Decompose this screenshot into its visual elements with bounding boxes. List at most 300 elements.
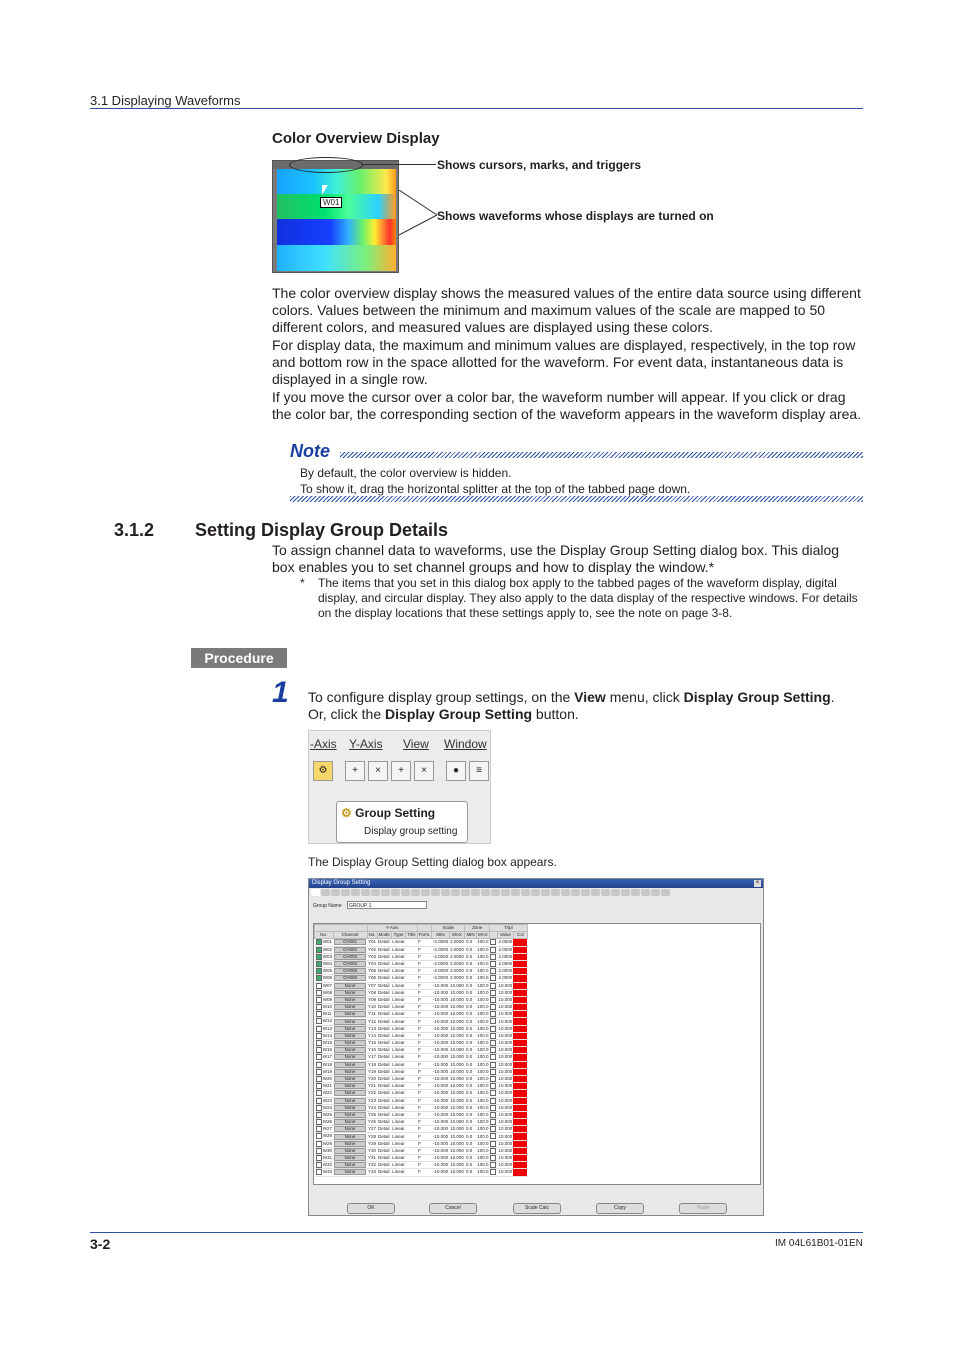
- table-row[interactable]: [315, 1147, 528, 1154]
- yaxis-no: Y18: [368, 1061, 377, 1067]
- group-tab[interactable]: [391, 889, 400, 896]
- scale-max: 10.000: [450, 1104, 464, 1110]
- zone-min: 0.0: [465, 989, 476, 996]
- format-cell: F: [417, 946, 432, 953]
- zone-min: 0.0: [465, 1075, 476, 1082]
- group-tab[interactable]: [571, 889, 580, 896]
- zone-min: 0.0: [465, 1104, 476, 1111]
- group-tab[interactable]: [581, 889, 590, 896]
- scale-min: -10.000: [432, 1169, 449, 1175]
- title-cell[interactable]: [406, 1032, 417, 1039]
- title-cell[interactable]: [406, 960, 417, 967]
- toolbar-screenshot: [308, 730, 491, 844]
- tripl-value: 2.0000: [498, 975, 513, 981]
- color-cell[interactable]: [513, 1126, 527, 1133]
- table-row[interactable]: [315, 1075, 528, 1082]
- color-cell[interactable]: [513, 1075, 527, 1082]
- zone-max: 100.0: [477, 1040, 489, 1046]
- menu-view[interactable]: View: [403, 737, 429, 751]
- channel-select: None: [333, 1119, 367, 1126]
- color-cell[interactable]: [513, 1032, 527, 1039]
- mode-cell: Detail: [378, 1126, 390, 1132]
- color-cell[interactable]: [513, 1061, 527, 1068]
- waveform-no: W13: [315, 1025, 334, 1032]
- table-row[interactable]: [315, 968, 528, 975]
- type-cell: Linear: [392, 1011, 405, 1017]
- title-cell[interactable]: [406, 1054, 417, 1061]
- tripl-check: [489, 939, 497, 946]
- table-row[interactable]: [315, 1126, 528, 1133]
- color-cell[interactable]: [513, 1090, 527, 1097]
- table-row[interactable]: [315, 960, 528, 967]
- table-row[interactable]: [315, 1004, 528, 1011]
- column-header: [489, 932, 497, 939]
- title-cell[interactable]: [406, 1040, 417, 1047]
- table-row[interactable]: [315, 1169, 528, 1176]
- format-cell: F: [417, 1075, 432, 1082]
- title-cell[interactable]: [406, 946, 417, 953]
- title-cell[interactable]: [406, 1147, 417, 1154]
- scale-min: -2.0000: [432, 953, 449, 959]
- type-cell: Linear: [392, 982, 405, 988]
- header-spacer: [417, 925, 432, 932]
- yaxis-no: Y30: [368, 1147, 377, 1153]
- waveform-no: W27: [315, 1126, 334, 1133]
- title-cell[interactable]: [406, 1133, 417, 1140]
- group-tab[interactable]: [471, 889, 480, 896]
- table-row[interactable]: [315, 1032, 528, 1039]
- title-cell[interactable]: [406, 1090, 417, 1097]
- menu-window[interactable]: Window: [444, 737, 487, 751]
- color-cell[interactable]: [513, 996, 527, 1003]
- zone-max: 100.0: [477, 1104, 489, 1110]
- table-row[interactable]: [315, 1133, 528, 1140]
- color-cell[interactable]: [513, 1155, 527, 1162]
- format-cell: F: [417, 1111, 432, 1118]
- color-cell[interactable]: [513, 1018, 527, 1025]
- section-number: 3.1.2: [114, 520, 155, 540]
- group-tab[interactable]: [541, 889, 550, 896]
- scale-max: 10.000: [450, 1169, 464, 1175]
- zone-min: 0.0: [465, 1133, 476, 1140]
- copy-button[interactable]: Copy: [596, 1203, 644, 1214]
- zone-max: 100.0: [477, 975, 489, 981]
- table-row[interactable]: [315, 1025, 528, 1032]
- color-cell[interactable]: [513, 1068, 527, 1075]
- callout-mid: Shows waveforms whose displays are turned on: [437, 209, 714, 223]
- step-bold-command: Display Group Setting: [683, 689, 831, 705]
- zone-max: 100.0: [477, 1047, 489, 1053]
- column-header: Value: [497, 932, 513, 939]
- group-table: [314, 924, 528, 1177]
- cursor-highlight-ellipse: [289, 157, 363, 173]
- scale-max: 10.000: [450, 989, 464, 995]
- group-tab[interactable]: [431, 889, 440, 896]
- table-row[interactable]: [315, 1040, 528, 1047]
- zone-min: 0.0: [465, 1068, 476, 1075]
- group-tab[interactable]: [371, 889, 380, 896]
- tripl-value: 10.000: [498, 1147, 513, 1153]
- table-row[interactable]: [315, 975, 528, 982]
- color-cell[interactable]: [513, 960, 527, 967]
- channel-select: CH001: [333, 939, 367, 946]
- format-cell: F: [417, 1126, 432, 1133]
- title-cell[interactable]: [406, 968, 417, 975]
- tripl-check: [489, 946, 497, 953]
- tripl-value: 10.000: [498, 1097, 513, 1103]
- tripl-check: [489, 960, 497, 967]
- color-cell[interactable]: [513, 1054, 527, 1061]
- zone-max: 100.0: [477, 1169, 489, 1175]
- mode-cell: Detail: [378, 1111, 390, 1117]
- tripl-check: [489, 968, 497, 975]
- group-tab[interactable]: [561, 889, 570, 896]
- title-cell[interactable]: [406, 1104, 417, 1111]
- step-bold-view: View: [574, 689, 606, 705]
- title-cell[interactable]: [406, 1011, 417, 1018]
- group-tab[interactable]: [481, 889, 490, 896]
- color-cell[interactable]: [513, 1083, 527, 1090]
- table-row[interactable]: [315, 989, 528, 996]
- color-cell[interactable]: [513, 946, 527, 953]
- color-cell[interactable]: [513, 1040, 527, 1047]
- zone-min: 0.0: [465, 1097, 476, 1104]
- color-cell[interactable]: [513, 1119, 527, 1126]
- color-cell[interactable]: [513, 975, 527, 982]
- color-cell[interactable]: [513, 939, 527, 946]
- callout-top: Shows cursors, marks, and triggers: [437, 158, 642, 172]
- mouse-pointer-icon: [322, 185, 328, 195]
- scale-max: 10.000: [450, 996, 464, 1002]
- type-cell: Linear: [392, 1169, 405, 1175]
- format-cell: F: [417, 1061, 432, 1068]
- table-row[interactable]: [315, 1054, 528, 1061]
- group-tab[interactable]: [381, 889, 390, 896]
- color-cell[interactable]: [513, 1169, 527, 1176]
- channel-select: None: [333, 989, 367, 996]
- table-row[interactable]: [315, 996, 528, 1003]
- group-tab[interactable]: [591, 889, 600, 896]
- zone-max: 100.0: [477, 1126, 489, 1132]
- title-cell[interactable]: [406, 982, 417, 989]
- title-cell[interactable]: [406, 1004, 417, 1011]
- channel-select: None: [333, 1162, 367, 1169]
- zone-min: 0.0: [465, 1011, 476, 1018]
- scale-min: -10.000: [432, 1054, 449, 1060]
- channel-select: None: [333, 982, 367, 989]
- group-tab[interactable]: [341, 889, 350, 896]
- step-text-part: .: [830, 689, 835, 705]
- waveform-no: W17: [315, 1054, 334, 1061]
- color-cell[interactable]: [513, 1011, 527, 1018]
- waveform-no: W10: [315, 1004, 334, 1011]
- color-overview-heading: Color Overview Display: [272, 130, 440, 147]
- scale-min: -10.000: [432, 1140, 449, 1146]
- table-row[interactable]: [315, 1011, 528, 1018]
- yaxis-no: Y25: [368, 1111, 377, 1117]
- table-row[interactable]: [315, 982, 528, 989]
- scale-calc-button[interactable]: Scale Calc: [513, 1203, 561, 1214]
- title-cell[interactable]: [406, 1068, 417, 1075]
- tripl-value: 10.000: [498, 1061, 513, 1067]
- waveform-no: W29: [315, 1140, 334, 1147]
- title-cell[interactable]: [406, 989, 417, 996]
- color-cell[interactable]: [513, 1133, 527, 1140]
- tripl-check: [489, 1090, 497, 1097]
- type-cell: Linear: [392, 1076, 405, 1082]
- group-tab[interactable]: [501, 889, 510, 896]
- tripl-value: 10.000: [498, 989, 513, 995]
- table-row[interactable]: [315, 939, 528, 946]
- marker-label: W01: [320, 197, 342, 208]
- waveform-no: W01: [315, 939, 334, 946]
- table-row[interactable]: [315, 1111, 528, 1118]
- scale-min: -10.000: [432, 1032, 449, 1038]
- group-tab[interactable]: [441, 889, 450, 896]
- step-bold-button: Display Group Setting: [385, 706, 533, 723]
- table-row[interactable]: [315, 1140, 528, 1147]
- group-tab[interactable]: [351, 889, 360, 896]
- group-name-input[interactable]: GROUP 1: [347, 901, 427, 909]
- group-setting-button[interactable]: ⚙: [313, 761, 333, 781]
- tripl-value: 2.0000: [498, 968, 513, 974]
- group-tab[interactable]: [461, 889, 470, 896]
- color-cell[interactable]: [513, 982, 527, 989]
- mode-cell: Detail: [378, 1032, 390, 1038]
- title-cell[interactable]: [406, 1126, 417, 1133]
- color-cell[interactable]: [513, 1047, 527, 1054]
- table-row[interactable]: [315, 1104, 528, 1111]
- waveform-no: W25: [315, 1111, 334, 1118]
- tripl-check: [489, 1162, 497, 1169]
- table-row[interactable]: [315, 1119, 528, 1126]
- cancel-button[interactable]: Cancel: [429, 1203, 477, 1214]
- group-tab[interactable]: [511, 889, 520, 896]
- tripl-check: [489, 1054, 497, 1061]
- color-overview-paragraph-1: The color overview display shows the measured values of the entire data source using different colors. Values between the minimum and maximum values of the scale are mapped to 50 different colors, and measured values are displayed using these colors.: [272, 285, 861, 336]
- title-cell[interactable]: [406, 1083, 417, 1090]
- mode-cell: Detail: [378, 1097, 390, 1103]
- waveform-no: W21: [315, 1083, 334, 1090]
- table-row[interactable]: [315, 1047, 528, 1054]
- title-cell[interactable]: [406, 1155, 417, 1162]
- group-tab[interactable]: [401, 889, 410, 896]
- title-cell[interactable]: [406, 939, 417, 946]
- paste-button[interactable]: Paste: [679, 1203, 727, 1214]
- column-header: Mode: [378, 932, 390, 938]
- page-number: 3-2: [90, 1236, 111, 1252]
- waveform-bar-4: [277, 245, 396, 271]
- color-cell[interactable]: [513, 968, 527, 975]
- zone-max: 100.0: [477, 996, 489, 1002]
- scale-max: 10.000: [450, 1162, 464, 1168]
- table-row[interactable]: [315, 1097, 528, 1104]
- group-tab[interactable]: [521, 889, 530, 896]
- title-cell[interactable]: [406, 1140, 417, 1147]
- group-tab[interactable]: [421, 889, 430, 896]
- group-tab[interactable]: [451, 889, 460, 896]
- group-tab[interactable]: [361, 889, 370, 896]
- zone-max: 100.0: [477, 946, 489, 952]
- channel-select: None: [333, 1061, 367, 1068]
- tripl-check: [489, 1155, 497, 1162]
- delete-marker-icon[interactable]: ×: [368, 761, 388, 781]
- color-cell[interactable]: [513, 1111, 527, 1118]
- group-tab[interactable]: [661, 889, 670, 896]
- zone-min: 0.0: [465, 1025, 476, 1032]
- table-row[interactable]: [315, 1155, 528, 1162]
- scale-max: 2.0000: [450, 939, 464, 945]
- color-cell[interactable]: [513, 1025, 527, 1032]
- waveform-bar-3: [277, 219, 396, 245]
- zone-max: 100.0: [477, 1068, 489, 1074]
- color-cell[interactable]: [513, 1162, 527, 1169]
- menu-x-axis[interactable]: -Axis: [310, 737, 337, 751]
- close-icon[interactable]: ×: [755, 880, 760, 886]
- scale-min: -2.0000: [432, 968, 449, 974]
- group-tab[interactable]: [491, 889, 500, 896]
- scale-min: -10.000: [432, 1104, 449, 1110]
- title-cell[interactable]: [406, 1111, 417, 1118]
- color-cell[interactable]: [513, 1004, 527, 1011]
- title-cell[interactable]: [406, 1097, 417, 1104]
- scale-max: 10.000: [450, 1054, 464, 1060]
- zone-max: 100.0: [477, 1111, 489, 1117]
- scale-max: 10.000: [450, 1025, 464, 1031]
- type-cell: Linear: [392, 1126, 405, 1132]
- scale-max: 10.000: [450, 1119, 464, 1125]
- type-cell: Linear: [392, 1090, 405, 1096]
- group-tab[interactable]: [631, 889, 640, 896]
- scale-min: -10.000: [432, 1083, 449, 1089]
- zone-min: 0.0: [465, 968, 476, 975]
- title-cell[interactable]: [406, 1061, 417, 1068]
- table-row[interactable]: [315, 1090, 528, 1097]
- table-row[interactable]: [315, 953, 528, 960]
- group-tab[interactable]: [531, 889, 540, 896]
- list-icon[interactable]: ≡: [469, 761, 489, 781]
- title-cell[interactable]: [406, 996, 417, 1003]
- scale-max: 2.0000: [450, 975, 464, 981]
- scale-max: 10.000: [450, 1147, 464, 1153]
- waveform-no: W22: [315, 1090, 334, 1097]
- yaxis-no: Y04: [368, 961, 377, 967]
- mode-cell: Detail: [378, 982, 390, 988]
- alarm-icon[interactable]: ●: [446, 761, 466, 781]
- channel-select: None: [333, 1025, 367, 1032]
- tripl-check: [489, 975, 497, 982]
- title-cell[interactable]: [406, 1018, 417, 1025]
- yaxis-no: Y21: [368, 1083, 377, 1089]
- format-cell: F: [417, 1054, 432, 1061]
- color-cell[interactable]: [513, 1147, 527, 1154]
- add-marker-icon[interactable]: +: [345, 761, 365, 781]
- format-cell: F: [417, 1083, 432, 1090]
- table-row[interactable]: [315, 1018, 528, 1025]
- format-cell: F: [417, 1162, 432, 1169]
- title-cell[interactable]: [406, 1075, 417, 1082]
- table-row[interactable]: [315, 1061, 528, 1068]
- tripl-value: 2.0000: [498, 939, 513, 945]
- format-cell: F: [417, 1119, 432, 1126]
- title-cell[interactable]: [406, 1047, 417, 1054]
- note-title: Note: [290, 441, 330, 461]
- color-cell[interactable]: [513, 1097, 527, 1104]
- title-cell[interactable]: [406, 975, 417, 982]
- group-tab[interactable]: [641, 889, 650, 896]
- mode-cell: Detail: [378, 1018, 390, 1024]
- step-text: [308, 689, 864, 723]
- zone-max: 100.0: [477, 1011, 489, 1017]
- title-cell[interactable]: [406, 1169, 417, 1176]
- color-cell[interactable]: [513, 1104, 527, 1111]
- waveform-no: W30: [315, 1147, 334, 1154]
- zone-max: 100.0: [477, 939, 489, 945]
- table-row[interactable]: [315, 946, 528, 953]
- group-tab[interactable]: [651, 889, 660, 896]
- column-header: No.: [315, 932, 334, 939]
- channel-select: None: [333, 1147, 367, 1154]
- title-cell[interactable]: [406, 953, 417, 960]
- yaxis-no: Y10: [368, 1004, 377, 1010]
- table-row[interactable]: [315, 1162, 528, 1169]
- color-cell[interactable]: [513, 953, 527, 960]
- color-cell[interactable]: [513, 989, 527, 996]
- group-tab[interactable]: [611, 889, 620, 896]
- group-tab[interactable]: [311, 889, 320, 896]
- yaxis-no: Y01: [368, 939, 377, 945]
- mode-cell: Detail: [378, 1119, 390, 1125]
- group-tab[interactable]: [551, 889, 560, 896]
- group-grid: [313, 923, 761, 1185]
- add-cursor-icon[interactable]: +: [391, 761, 411, 781]
- column-header: MAX: [449, 932, 465, 939]
- table-row[interactable]: [315, 1083, 528, 1090]
- step-text-part: Or, click the: [308, 706, 386, 723]
- menu-y-axis[interactable]: Y-Axis: [349, 737, 383, 751]
- tripl-value: 10.000: [498, 1169, 513, 1175]
- scale-min: -10.000: [432, 1018, 449, 1024]
- group-tab[interactable]: [601, 889, 610, 896]
- column-header: Title: [407, 932, 416, 938]
- title-cell[interactable]: [406, 1025, 417, 1032]
- tooltip-sub: Display group setting: [364, 826, 458, 837]
- group-tab[interactable]: [331, 889, 340, 896]
- group-tab[interactable]: [621, 889, 630, 896]
- title-cell[interactable]: [406, 1162, 417, 1169]
- group-tab[interactable]: [321, 889, 330, 896]
- scale-min: -10.000: [432, 1076, 449, 1082]
- mode-cell: Detail: [378, 961, 390, 967]
- group-tab[interactable]: [411, 889, 420, 896]
- zone-min: 0.0: [465, 1061, 476, 1068]
- delete-cursor-icon[interactable]: ×: [414, 761, 434, 781]
- ok-button[interactable]: OK: [347, 1203, 395, 1214]
- title-cell[interactable]: [406, 1119, 417, 1126]
- scale-min: -10.000: [432, 1025, 449, 1031]
- doc-id: IM 04L61B01-01EN: [775, 1238, 863, 1249]
- scale-max: 10.000: [450, 1155, 464, 1161]
- zone-max: 100.0: [477, 1097, 489, 1103]
- yaxis-no: Y22: [368, 1090, 377, 1096]
- mode-cell: Detail: [378, 1140, 390, 1146]
- scale-min: -2.0000: [432, 961, 449, 967]
- waveform-no: W06: [315, 975, 334, 982]
- table-row[interactable]: [315, 1068, 528, 1075]
- color-overview-paragraph-2: For display data, the maximum and minimum values are displayed, respectively, in the top row and bottom row in the space allotted for the waveform. For event data, instantaneous data is displayed in a single row.: [272, 337, 856, 388]
- channel-select: None: [333, 1126, 367, 1133]
- color-cell[interactable]: [513, 1140, 527, 1147]
